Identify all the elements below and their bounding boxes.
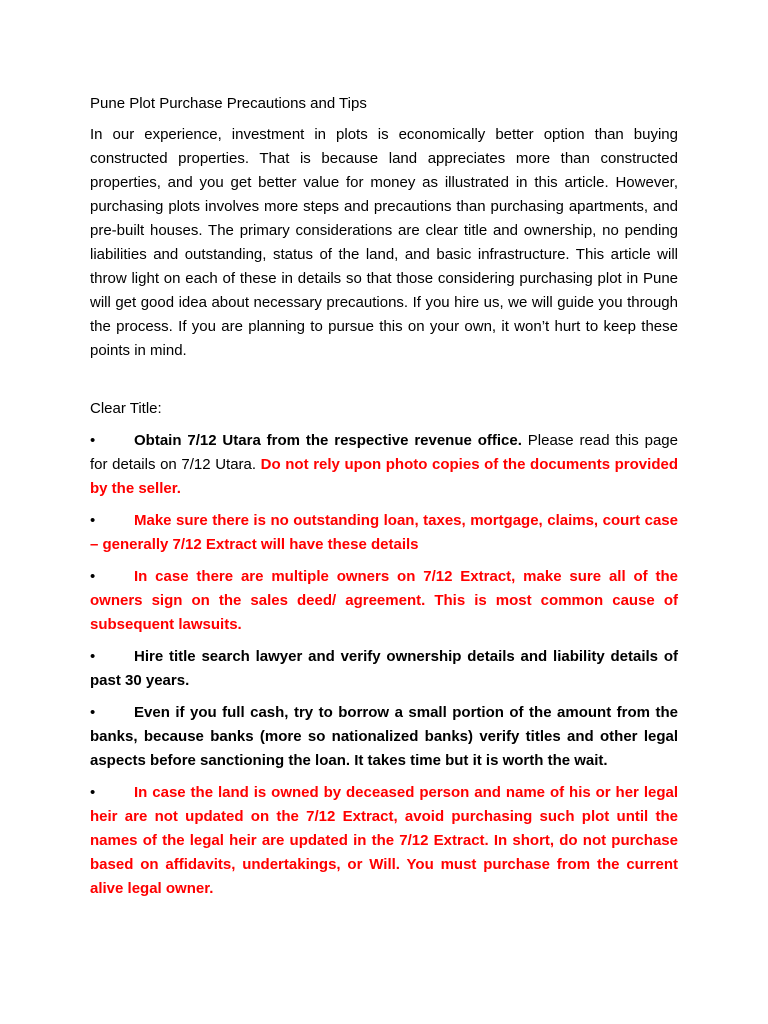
document-page — [90, 92, 678, 909]
intro-paragraph: In our experience, investment in plots is economically better option than buying constructed properties. That is because land appreciates more than constructed properties, and you get better value for money as illustrated in this article. However, purchasing plots involves more steps and precautions than purchasing apartments, and pre-built houses. The primary considerations are clear title and ownership, no pending liabilities and outstanding, status of the land, and basic infrastructure. This article will throw light on each of these in details so that those considering purchasing plot in Pune will get good idea about necessary precautions. If you hire us, we will guide you through the process. If you are planning to pursue this on your own, it won’t hurt to keep these points in mind. — [90, 126, 678, 359]
bullet-item-3 — [90, 565, 678, 637]
bullet-point-icon: • — [90, 512, 96, 529]
bullet-point-icon: • — [90, 432, 96, 449]
bullet-bold-text: Even if you full cash, try to borrow a small portion of the amount from the banks, because banks (more so nationalized banks) verify titles and other legal aspects before sanctioning the loan. It takes time but it is worth the wait. — [90, 704, 678, 769]
bullet-bold-text: Obtain 7/12 Utara from the respective revenue office. — [134, 432, 522, 449]
bullet-item-4 — [90, 645, 678, 693]
bullet-normal-text: Please read this page for details on 7/12 Utara. — [90, 432, 678, 473]
bullet-item-1 — [90, 429, 678, 501]
bullet-point-icon: • — [90, 568, 96, 585]
bullet-point-icon: • — [90, 784, 96, 801]
clear-title-bullet-list — [90, 429, 678, 901]
bullet-bold-text: Hire title search lawyer and verify ownership details and liability details of past 30 years. — [90, 648, 678, 689]
bullet-item-2 — [90, 509, 678, 557]
document-title: Pune Plot Purchase Precautions and Tips — [90, 95, 367, 112]
bullet-item-5 — [90, 701, 678, 773]
bullet-red-text: In case there are multiple owners on 7/12 Extract, make sure all of the owners sign on the sales deed/ agreement. This is most common cause of subsequent lawsuits. — [90, 568, 678, 633]
bullet-item-6 — [90, 781, 678, 901]
bullet-point-icon: • — [90, 648, 96, 665]
bullet-red-text: In case the land is owned by deceased person and name of his or her legal heir are not updated on the 7/12 Extract, avoid purchasing such plot until the names of the legal heir are updated in the 7/12 Extract. In short, do not purchase based on affidavits, undertakings, or Will. You must purchase from the current alive legal owner. — [90, 784, 678, 897]
bullet-point-icon: • — [90, 704, 96, 721]
bullet-red-text: Make sure there is no outstanding loan, taxes, mortgage, claims, court case – generally 7/12 Extract will have these details — [90, 512, 678, 553]
section-heading-clear-title: Clear Title: — [90, 400, 162, 417]
bullet-red-text: Do not rely upon photo copies of the documents provided by the seller. — [90, 456, 678, 497]
